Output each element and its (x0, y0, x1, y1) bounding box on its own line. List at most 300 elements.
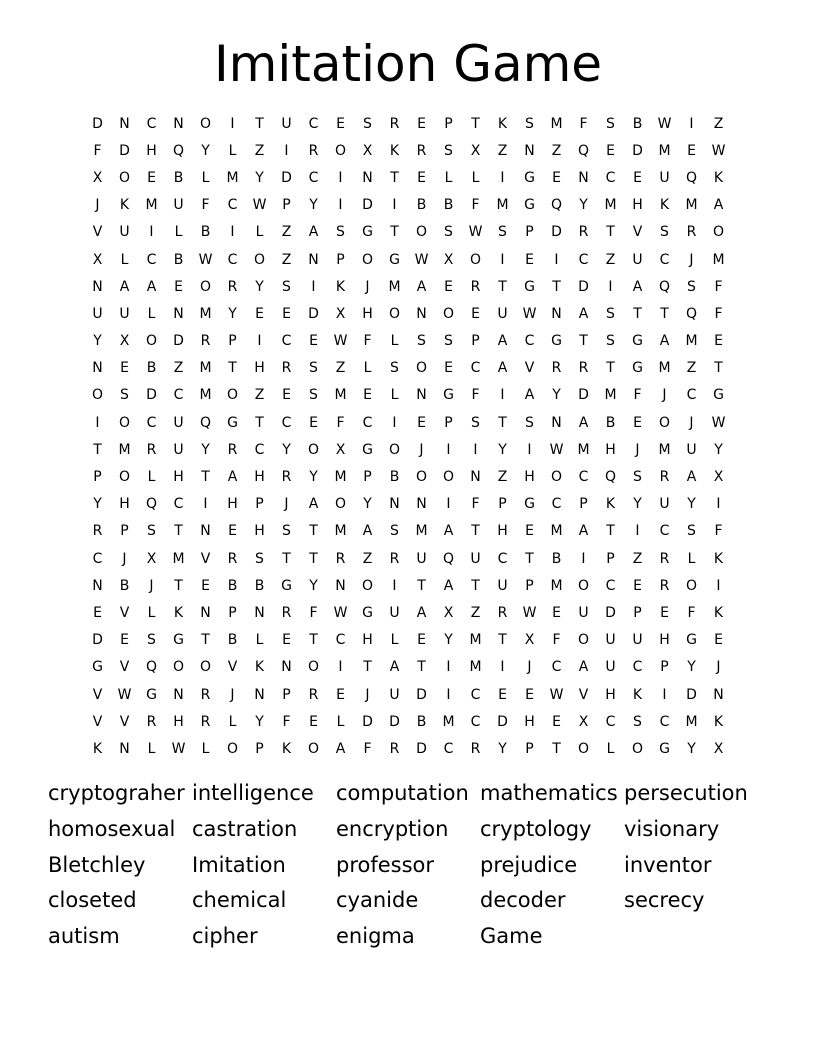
grid-letter: E (444, 278, 453, 295)
grid-letter: J (95, 197, 100, 214)
grid-letter: U (173, 197, 184, 214)
grid-letter: R (227, 441, 238, 458)
grid-letter: S (687, 523, 696, 540)
grid-letter: V (119, 659, 130, 676)
grid-letter: O (361, 577, 374, 594)
grid-letter: Z (497, 142, 508, 159)
grid-letter: P (525, 577, 534, 594)
grid-letter: K (713, 604, 724, 621)
grid-letter: S (525, 414, 534, 431)
word-list-item: prejudice (480, 852, 578, 877)
grid-letter: R (470, 278, 481, 295)
grid-letter: D (389, 713, 400, 730)
grid-letter: Z (254, 142, 265, 159)
grid-letter: Y (714, 441, 723, 458)
grid-letter: O (442, 469, 455, 486)
grid-letter: O (577, 632, 590, 649)
grid-letter: C (605, 577, 616, 594)
grid-letter: E (633, 577, 642, 594)
grid-letter: Y (687, 740, 696, 757)
grid-letter: T (552, 740, 561, 757)
grid-letter: A (686, 469, 697, 486)
grid-letter: A (443, 577, 454, 594)
grid-letter: Y (309, 197, 318, 214)
grid-letter: P (444, 414, 453, 431)
grid-letter: S (606, 115, 615, 132)
grid-letter: D (92, 115, 103, 132)
grid-letter: B (416, 197, 427, 214)
grid-letter: S (498, 224, 507, 241)
grid-letter: C (335, 632, 346, 649)
grid-letter: S (606, 333, 615, 350)
grid-letter: J (527, 659, 532, 676)
grid-letter: D (497, 713, 508, 730)
grid-letter: C (281, 333, 292, 350)
grid-letter: R (308, 686, 319, 703)
grid-letter: H (254, 523, 265, 540)
grid-letter: B (416, 713, 427, 730)
grid-letter: I (230, 115, 235, 132)
grid-letter: S (417, 333, 426, 350)
grid-letter: G (362, 224, 373, 241)
grid-letter: I (203, 496, 208, 513)
grid-letter: S (147, 632, 156, 649)
grid-letter: X (146, 550, 157, 567)
grid-letter: L (228, 142, 237, 159)
grid-letter: A (578, 414, 589, 431)
grid-letter: W (198, 251, 213, 268)
grid-letter: M (334, 387, 347, 404)
grid-letter: O (307, 659, 320, 676)
grid-letter: D (173, 333, 184, 350)
grid-letter: I (257, 333, 262, 350)
grid-letter: R (578, 360, 589, 377)
grid-letter: M (145, 197, 158, 214)
grid-letter: F (579, 115, 588, 132)
word-list-item: mathematics (480, 781, 618, 805)
grid-letter: C (173, 496, 184, 513)
grid-letter: J (716, 659, 721, 676)
grid-letter: G (524, 169, 535, 186)
grid-letter: R (308, 142, 319, 159)
grid-letter: I (608, 278, 613, 295)
grid-letter: M (685, 197, 698, 214)
grid-letter: M (604, 387, 617, 404)
grid-letter: A (146, 278, 157, 295)
grid-letter: J (365, 278, 370, 295)
grid-letter: L (363, 360, 372, 377)
grid-letter: J (230, 686, 235, 703)
grid-letter: E (228, 523, 237, 540)
grid-letter: E (660, 604, 669, 621)
grid-letter: D (416, 686, 427, 703)
letter-grid (84, 110, 732, 763)
grid-letter: E (714, 333, 723, 350)
grid-letter: T (552, 278, 561, 295)
grid-letter: U (659, 496, 670, 513)
grid-letter: E (606, 142, 615, 159)
grid-row (84, 219, 732, 246)
grid-letter: X (335, 441, 346, 458)
grid-letter: M (685, 713, 698, 730)
grid-letter: L (390, 333, 399, 350)
grid-letter: X (470, 142, 481, 159)
grid-letter: R (659, 550, 670, 567)
grid-letter: F (336, 414, 345, 431)
grid-letter: C (659, 251, 670, 268)
grid-letter: U (470, 550, 481, 567)
grid-letter: W (522, 305, 537, 322)
grid-letter: T (471, 577, 480, 594)
grid-letter: G (281, 577, 292, 594)
grid-letter: Q (685, 169, 698, 186)
grid-letter: K (335, 278, 346, 295)
grid-letter: N (200, 523, 211, 540)
grid-letter: H (524, 713, 535, 730)
grid-letter: H (524, 469, 535, 486)
grid-letter: M (469, 659, 482, 676)
grid-letter: Y (363, 496, 372, 513)
grid-letter: N (119, 115, 130, 132)
grid-letter: Z (362, 550, 373, 567)
grid-letter: C (308, 115, 319, 132)
grid-letter: J (662, 387, 667, 404)
grid-letter: A (578, 659, 589, 676)
grid-letter: M (442, 713, 455, 730)
grid-letter: A (389, 659, 400, 676)
grid-row (84, 273, 732, 300)
grid-letter: L (606, 740, 615, 757)
grid-letter: K (713, 713, 724, 730)
grid-letter: Q (145, 659, 158, 676)
grid-letter: R (659, 469, 670, 486)
grid-letter: S (444, 333, 453, 350)
grid-letter: N (92, 278, 103, 295)
grid-letter: M (334, 469, 347, 486)
grid-letter: O (307, 740, 320, 757)
grid-letter: P (282, 197, 291, 214)
grid-letter: L (147, 604, 156, 621)
grid-letter: O (577, 577, 590, 594)
grid-letter: M (685, 333, 698, 350)
grid-letter: O (550, 469, 563, 486)
grid-letter: G (443, 387, 454, 404)
grid-letter: N (173, 686, 184, 703)
grid-letter: N (713, 686, 724, 703)
grid-letter: T (309, 632, 318, 649)
grid-letter: F (633, 387, 642, 404)
grid-letter: S (444, 224, 453, 241)
grid-letter: B (200, 224, 211, 241)
grid-letter: U (632, 251, 643, 268)
grid-letter: T (228, 360, 237, 377)
grid-letter: Q (577, 142, 590, 159)
grid-row (84, 599, 732, 626)
grid-letter: X (524, 632, 535, 649)
grid-letter: R (281, 469, 292, 486)
grid-letter: C (362, 414, 373, 431)
grid-letter: R (200, 333, 211, 350)
grid-letter: B (146, 360, 157, 377)
grid-row (84, 110, 732, 137)
grid-letter: F (714, 523, 723, 540)
grid-letter: F (363, 333, 372, 350)
grid-letter: B (443, 197, 454, 214)
grid-letter: S (390, 360, 399, 377)
grid-letter: E (633, 414, 642, 431)
grid-letter: O (199, 115, 212, 132)
grid-letter: V (119, 604, 130, 621)
grid-letter: E (309, 333, 318, 350)
word-list-item: enigma (336, 924, 415, 949)
grid-letter: I (446, 686, 451, 703)
grid-letter: M (469, 632, 482, 649)
grid-letter: E (201, 577, 210, 594)
grid-letter: X (335, 305, 346, 322)
grid-letter: W (468, 224, 483, 241)
grid-letter: N (524, 142, 535, 159)
word-list-item: homosexual (48, 816, 176, 841)
grid-letter: S (390, 523, 399, 540)
word-list-item: autism (48, 924, 120, 949)
grid-letter: B (389, 469, 400, 486)
word-list-item: computation (336, 781, 469, 805)
grid-letter: R (686, 224, 697, 241)
grid-letter: T (282, 550, 291, 567)
grid-letter: E (525, 523, 534, 540)
grid-letter: B (173, 169, 184, 186)
grid-letter: A (632, 278, 643, 295)
grid-letter: C (605, 169, 616, 186)
grid-letter: H (605, 441, 616, 458)
grid-letter: I (716, 496, 721, 513)
grid-letter: W (252, 197, 267, 214)
grid-letter: R (146, 713, 157, 730)
grid-letter: A (578, 523, 589, 540)
grid-letter: C (470, 360, 481, 377)
grid-row (84, 137, 732, 164)
word-list-item: Game (480, 924, 543, 949)
grid-letter: M (118, 441, 131, 458)
grid-letter: S (147, 523, 156, 540)
word-list-item: castration (192, 816, 298, 841)
grid-letter: E (255, 305, 264, 322)
grid-letter: I (500, 169, 505, 186)
grid-letter: R (200, 686, 211, 703)
grid-letter: V (92, 224, 103, 241)
grid-letter: B (551, 550, 562, 567)
grid-letter: L (174, 224, 183, 241)
grid-letter: P (255, 496, 264, 513)
grid-letter: D (119, 142, 130, 159)
grid-letter: X (443, 604, 454, 621)
grid-letter: M (226, 169, 239, 186)
word-list-item: cryptology (480, 816, 592, 841)
word-list-item: chemical (192, 888, 287, 913)
grid-letter: I (392, 197, 397, 214)
grid-letter: T (471, 523, 480, 540)
grid-letter: X (578, 713, 589, 730)
grid-letter: C (497, 550, 508, 567)
grid-letter: Y (552, 387, 561, 404)
grid-letter: I (473, 441, 478, 458)
grid-letter: Y (309, 469, 318, 486)
grid-letter: D (578, 278, 589, 295)
grid-letter: N (281, 659, 292, 676)
grid-letter: P (336, 251, 345, 268)
grid-letter: S (633, 713, 642, 730)
grid-letter: U (119, 305, 130, 322)
grid-letter: L (147, 305, 156, 322)
grid-letter: Y (201, 441, 210, 458)
grid-letter: A (227, 469, 238, 486)
grid-letter: O (415, 224, 428, 241)
grid-letter: Q (442, 550, 455, 567)
grid-letter: Z (713, 115, 724, 132)
grid-letter: G (659, 740, 670, 757)
word-list-item: visionary (624, 816, 720, 841)
grid-letter: B (605, 414, 616, 431)
grid-letter: X (713, 740, 724, 757)
grid-letter: E (498, 686, 507, 703)
grid-letter: H (254, 360, 265, 377)
grid-letter: M (550, 115, 563, 132)
grid-row (84, 545, 732, 572)
grid-letter: O (388, 441, 401, 458)
grid-letter: M (199, 305, 212, 322)
grid-letter: L (147, 469, 156, 486)
grid-letter: F (471, 197, 480, 214)
grid-letter: W (117, 686, 132, 703)
grid-letter: E (552, 169, 561, 186)
grid-letter: Y (633, 496, 642, 513)
grid-letter: J (149, 577, 154, 594)
grid-letter: O (658, 414, 671, 431)
grid-letter: H (362, 632, 373, 649)
grid-letter: Q (658, 278, 671, 295)
grid-letter: R (281, 604, 292, 621)
grid-letter: P (228, 333, 237, 350)
grid-letter: T (660, 305, 669, 322)
grid-letter: N (119, 740, 130, 757)
grid-letter: G (389, 251, 400, 268)
grid-letter: C (92, 550, 103, 567)
word-list-item: professor (336, 852, 435, 877)
grid-letter: H (173, 469, 184, 486)
grid-letter: T (174, 523, 183, 540)
grid-letter: C (578, 251, 589, 268)
grid-letter: C (551, 659, 562, 676)
grid-letter: M (199, 387, 212, 404)
grid-letter: F (714, 305, 723, 322)
grid-letter: K (389, 142, 400, 159)
grid-letter: B (119, 577, 130, 594)
grid-letter: V (92, 686, 103, 703)
grid-letter: S (633, 469, 642, 486)
grid-letter: G (686, 632, 697, 649)
grid-letter: U (605, 659, 616, 676)
grid-row (84, 463, 732, 490)
grid-letter: L (390, 387, 399, 404)
grid-letter: D (362, 197, 373, 214)
grid-letter: G (551, 333, 562, 350)
grid-row (84, 328, 732, 355)
grid-letter: E (282, 305, 291, 322)
grid-letter: S (309, 387, 318, 404)
grid-row (84, 654, 732, 681)
grid-letter: I (284, 142, 289, 159)
grid-letter: Y (498, 740, 507, 757)
grid-row (84, 681, 732, 708)
grid-letter: A (713, 197, 724, 214)
grid-letter: P (444, 115, 453, 132)
grid-letter: U (92, 305, 103, 322)
grid-row (84, 382, 732, 409)
grid-letter: D (686, 686, 697, 703)
grid-letter: U (497, 305, 508, 322)
grid-letter: E (525, 686, 534, 703)
grid-letter: O (712, 224, 725, 241)
grid-letter: O (199, 278, 212, 295)
grid-letter: F (93, 142, 102, 159)
word-list-item: cryptograher (48, 781, 185, 805)
grid-letter: S (120, 387, 129, 404)
grid-letter: Q (685, 305, 698, 322)
grid-letter: W (711, 142, 726, 159)
grid-letter: N (470, 469, 481, 486)
grid-letter: F (471, 496, 480, 513)
grid-letter: G (524, 496, 535, 513)
grid-letter: T (255, 115, 264, 132)
grid-letter: O (415, 469, 428, 486)
word-list (48, 776, 768, 955)
grid-letter: P (93, 469, 102, 486)
grid-letter: Y (228, 305, 237, 322)
grid-letter: O (469, 251, 482, 268)
grid-letter: K (605, 496, 616, 513)
grid-letter: V (524, 360, 535, 377)
grid-letter: E (417, 115, 426, 132)
grid-letter: X (92, 169, 103, 186)
grid-letter: T (471, 115, 480, 132)
grid-letter: F (363, 740, 372, 757)
grid-letter: Z (605, 251, 616, 268)
grid-letter: Q (604, 469, 617, 486)
grid-letter: W (657, 115, 672, 132)
grid-letter: W (333, 604, 348, 621)
grid-letter: G (713, 387, 724, 404)
grid-letter: K (713, 169, 724, 186)
grid-letter: N (92, 577, 103, 594)
grid-letter: Z (497, 469, 508, 486)
grid-letter: G (632, 333, 643, 350)
grid-letter: E (147, 169, 156, 186)
grid-letter: E (687, 142, 696, 159)
grid-letter: L (336, 713, 345, 730)
grid-letter: O (226, 740, 239, 757)
grid-letter: R (389, 740, 400, 757)
grid-row (84, 409, 732, 436)
grid-letter: F (201, 197, 210, 214)
grid-letter: N (416, 387, 427, 404)
grid-letter: J (122, 550, 127, 567)
grid-letter: Y (498, 441, 507, 458)
grid-letter: I (500, 251, 505, 268)
grid-letter: L (687, 550, 696, 567)
grid-row (84, 355, 732, 382)
grid-letter: S (444, 142, 453, 159)
grid-letter: K (254, 659, 265, 676)
